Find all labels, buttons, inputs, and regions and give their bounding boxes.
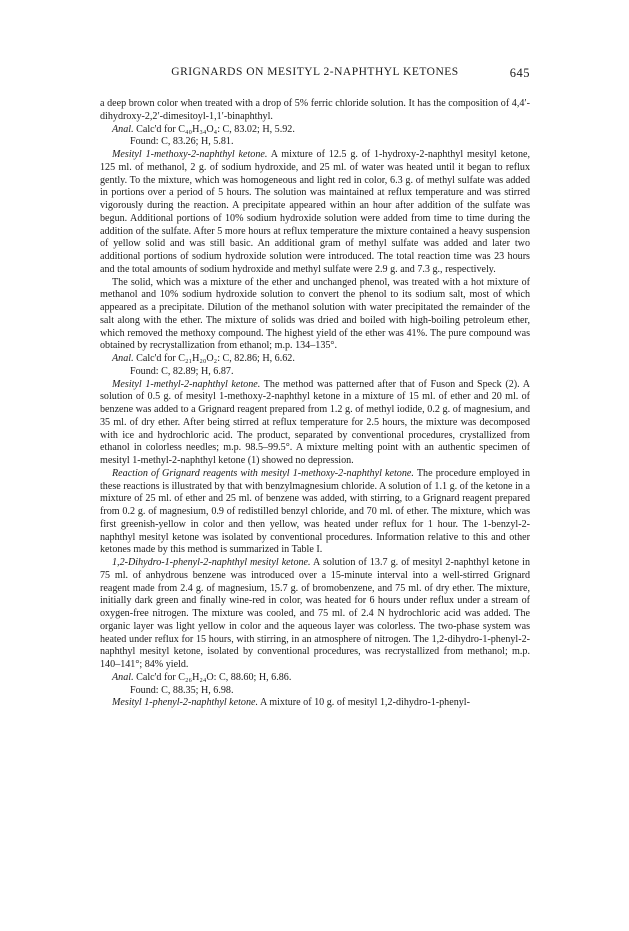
paragraph-text: The method was patterned after that of Fuson and Speck (2). A solution of 0.5 g. of mesityl 1-methoxy-2-naphthyl ketone in a mixture of 15 ml. of ether and 20 ml. of benzene was added to a Grignard reagent prepared from 1.2 g. of methyl iodide, 0.2 g. of magnesium, and 35 ml. of dry ether. After being stirred at reflux temperature for 2.5 hours, the mixture was decomposed with ice and hydrochloric acid. The product, separated by conventional procedures, crystallized from ethanol in colorless needles; m.p. 98.5–99.5°. A mixture melting point with an authentic specimen of mesityl 1-methyl-2-naphthyl ketone (1) showed no depression.	[100, 378, 530, 466]
paragraph	[100, 557, 530, 672]
analysis-label: Anal.	[112, 671, 134, 683]
page-number: 645	[509, 66, 530, 80]
running-head-title: GRIGNARDS ON MESITYL 2-NAPHTHYL KETONES	[171, 66, 459, 78]
analysis-label: Anal.	[112, 353, 134, 364]
found-line: Found: C, 83.26; H, 5.81.	[130, 136, 234, 148]
analysis-text: Calc'd for C₂₆H₂₄O: C, 88.60; H, 6.86.	[133, 671, 292, 683]
section-heading: 1,2-Dihydro-1-phenyl-2-naphthyl mesityl ketone.	[112, 557, 311, 568]
article-body	[100, 98, 530, 710]
found-line: Found: C, 88.35; H, 6.98.	[130, 684, 234, 696]
paragraph	[100, 468, 530, 557]
paragraph: The solid, which was a mixture of the ether and unchanged phenol, was treated with a hot mixture of methanol and 10% sodium hydroxide solution to convert the phenol to its sodium salt, most of which appeared as a precipitate. Dilution of the methanol solution with water precipitated the remainder of the salt along with the ether. The mixture of solids was dried and boiled with high-boiling petroleum ether, which removed the methoxy compound. The highest yield of the ether was 41%. The pure compound was obtained by recrystallization from ethanol; m.p. 134–135°.	[100, 276, 530, 352]
paragraph-text: A solution of 13.7 g. of mesityl 2-naphthyl ketone in 75 ml. of anhydrous benzene was introduced over a 15-minute interval into a well-stirred Grignard reagent made from 2.4 g. of magnesium, 15.7 g. of bromobenzene, and 75 ml. of dry ether. The mixture, initially dark green and finally wine-red in color, was heated for 6 hours under reflux under a stream of oxygen-free nitrogen. The mixture was cooled, and 75 ml. of 2.4 N hydrochloric acid was added. The organic layer was light yellow in color and the aqueous layer was colorless. The two-phase system was heated under reflux for 15 hours, with stirring, in an atmosphere of nitrogen. The 1,2-dihydro-1-phenyl-2-naphthyl mesityl ketone, isolated by conventional procedures, was recrystallized from methanol; m.p. 140–141°; 84% yield.	[100, 557, 530, 670]
paragraph	[100, 379, 530, 468]
analysis-line	[100, 124, 530, 137]
section-heading: Mesityl 1-methyl-2-naphthyl ketone.	[112, 378, 261, 390]
analysis-line	[100, 353, 530, 366]
paragraph: a deep brown color when treated with a drop of 5% ferric chloride solution. It has the composition of 4,4′-dihydroxy-2,2′-dimesitoyl-1,1′-binaphthyl.	[100, 98, 530, 122]
analysis-line	[100, 672, 530, 685]
paragraph	[100, 697, 530, 710]
analysis-text: Calc'd for C₄₀H₃₄O₄: C, 83.02; H, 5.92.	[133, 123, 295, 135]
paragraph-text: The procedure employed in these reactions is illustrated by that with benzylmagnesium chloride. A solution of 1.1 g. of the ketone in a mixture of 25 ml. of ether and 25 ml. of benzene was added, with stirring, to a Grignard reagent prepared from 0.2 g. of magnesium, 0.9 of redistilled benzyl chloride, and 70 ml. of ether. The mixture, which was first greenish-yellow in color and then yellow, was heated under reflux for 1 hour. The 1-benzyl-2-naphthyl mesityl ketone was isolated by conventional procedures. Information relative to this and other ketones made by this method is summarized in Table I.	[100, 467, 530, 556]
paragraph	[100, 149, 530, 277]
paragraph-text: A mixture of 10 g. of mesityl 1,2-dihydro-1-phenyl-	[258, 697, 470, 709]
section-heading: Reaction of Grignard reagents with mesityl 1-methoxy-2-naphthyl ketone.	[112, 467, 414, 479]
analysis-text: Calc'd for C₂₁H₂₀O₂: C, 82.86; H, 6.62.	[133, 353, 295, 364]
analysis-label: Anal.	[112, 123, 134, 135]
running-head	[100, 66, 530, 78]
section-heading: Mesityl 1-methoxy-2-naphthyl ketone.	[112, 149, 268, 160]
found-line: Found: C, 82.89; H, 6.87.	[130, 365, 234, 377]
paragraph-text: A mixture of 12.5 g. of 1-hydroxy-2-naphthyl mesityl ketone, 125 ml. of methanol, 2 g. of sodium hydroxide, and 25 ml. of water was heated until it began to reflux gently. To the mixture, which was homogeneous and light red in color, 6.3 g. of methyl sulfate was added in portions over a period of 5 hours. The solution was maintained at reflux temperature and was stirred vigorously during the reaction. A precipitate appeared within an hour after addition of the sulfate was begun. Additional portions of 10% sodium hydroxide solution were added from time to time during the addition of the sulfate. After 5 more hours at reflux temperature the mixture contained a heavy suspension of yellow solid and was still basic. An additional gram of methyl sulfate was added and later two additional portions of sodium hydroxide solution were introduced. The total reaction time was 23 hours and the total amounts of sodium hydroxide and methyl sulfate were 2.9 g. and 7.3 g., respectively.	[100, 149, 530, 275]
section-heading: Mesityl 1-phenyl-2-naphthyl ketone.	[112, 697, 259, 709]
